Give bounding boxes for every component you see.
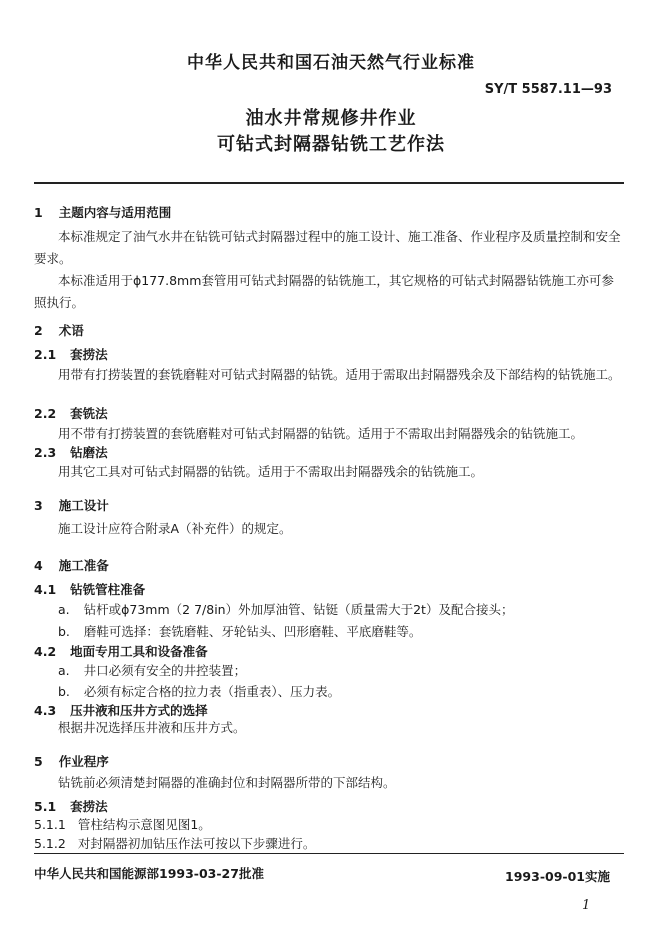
subsection-4-2-heading — [34, 642, 208, 660]
section-title: 施工准备 — [58, 558, 109, 573]
header-divider — [34, 182, 624, 184]
subsection-title: 压井液和压井方式的选择 — [70, 703, 208, 718]
section-title: 施工设计 — [58, 498, 109, 513]
subsection-number: 2.3 — [34, 445, 57, 460]
section-3-heading — [34, 496, 109, 514]
section-2-heading — [34, 321, 84, 339]
section-number: 1 — [34, 205, 43, 220]
clause-text: 对封隔器初加钻压作法可按以下步骤进行。 — [77, 836, 316, 851]
clause-text: 管柱结构示意图见图1。 — [77, 817, 211, 832]
footer-divider — [34, 853, 624, 854]
section-title: 术语 — [58, 323, 84, 338]
subsection-title: 套捞法 — [70, 347, 108, 362]
subsection-2-1-text: 用带有打捞装置的套铣磨鞋对可钻式封隔器的钻铣。适用于需取出封隔器残余及下部结构的钻铣施工。 — [58, 367, 621, 382]
subsection-2-2-text: 用不带有打捞装置的套铣磨鞋对可钻式封隔器的钻铣。适用于不需取出封隔器残余的钻铣施工。 — [58, 426, 584, 441]
approval-note: 中华人民共和国能源部1993-03-27批准 — [34, 866, 264, 881]
list-item-4-1-b — [58, 622, 421, 640]
list-label: a. — [58, 602, 70, 617]
list-item-4-2-b — [58, 682, 340, 700]
list-text: 井口必须有安全的井控装置； — [83, 663, 247, 678]
issuing-organization: 中华人民共和国石油天然气行业标准 — [187, 53, 475, 73]
subsection-2-1-heading — [34, 345, 108, 363]
subsection-title: 钻磨法 — [70, 445, 108, 460]
implementation-date: 1993-09-01实施 — [505, 869, 610, 884]
subsection-number: 2.1 — [34, 347, 57, 362]
subsection-2-3-heading — [34, 443, 108, 461]
subsection-title: 钻铣管柱准备 — [70, 582, 146, 597]
subsection-title: 地面专用工具和设备准备 — [70, 644, 208, 659]
section-1-paragraph-1: 本标准规定了油气水井在钻铣可钻式封隔器过程中的施工设计、施工准备、作业程序及质量控制和安全要求。 — [34, 229, 621, 266]
section-3-text: 施工设计应符合附录A（补充件）的规定。 — [58, 521, 292, 536]
list-text: 钻杆或ϕ73mm（2 7/8in）外加厚油管、钻铤（质量需大于2t）及配合接头； — [83, 602, 514, 617]
section-4-heading — [34, 556, 109, 574]
list-text: 必须有标定合格的拉力表（指重表）、压力表。 — [83, 684, 341, 699]
section-number: 4 — [34, 558, 43, 573]
section-1-paragraph-2: 本标准适用于ϕ177.8mm套管用可钻式封隔器的钻铣施工，其它规格的可钻式封隔器钻铣施工亦可参照执行。 — [34, 273, 614, 310]
subsection-title: 套捞法 — [70, 799, 108, 814]
title-line-1: 油水井常规修井作业 — [245, 108, 417, 129]
subsection-number: 5.1 — [34, 799, 57, 814]
page-number: 1 — [582, 898, 591, 913]
clause-5-1-2 — [34, 834, 315, 852]
list-item-4-2-a — [58, 661, 246, 679]
section-title: 主题内容与适用范围 — [58, 205, 172, 220]
section-5-text: 钻铣前必须清楚封隔器的准确封位和封隔器所带的下部结构。 — [58, 775, 396, 790]
subsection-4-3-text: 根据井况选择压井液和压井方式。 — [58, 720, 246, 735]
subsection-number: 4.2 — [34, 644, 57, 659]
standard-code: SY/T 5587.11—93 — [484, 82, 612, 97]
subsection-number: 4.3 — [34, 703, 57, 718]
list-text: 磨鞋可选择：套铣磨鞋、牙轮钻头、凹形磨鞋、平底磨鞋等。 — [83, 624, 422, 639]
list-label: b. — [58, 624, 70, 639]
subsection-title: 套铣法 — [70, 406, 108, 421]
section-5-heading — [34, 752, 109, 770]
subsection-4-1-heading — [34, 580, 145, 598]
subsection-2-3-text: 用其它工具对可钻式封隔器的钻铣。适用于不需取出封隔器残余的钻铣施工。 — [58, 464, 484, 479]
list-label: a. — [58, 663, 70, 678]
list-item-4-1-a — [58, 600, 513, 618]
section-number: 5 — [34, 754, 43, 769]
subsection-2-2-heading — [34, 404, 108, 422]
list-label: b. — [58, 684, 70, 699]
clause-number: 5.1.2 — [34, 836, 66, 851]
subsection-4-3-heading — [34, 701, 208, 719]
title-line-2: 可钻式封隔器钻铣工艺作法 — [217, 134, 445, 155]
subsection-5-1-heading — [34, 797, 108, 815]
clause-5-1-1 — [34, 815, 211, 833]
section-1-heading — [34, 203, 171, 221]
subsection-number: 4.1 — [34, 582, 57, 597]
section-title: 作业程序 — [58, 754, 109, 769]
section-number: 3 — [34, 498, 43, 513]
section-number: 2 — [34, 323, 43, 338]
subsection-number: 2.2 — [34, 406, 57, 421]
clause-number: 5.1.1 — [34, 817, 66, 832]
